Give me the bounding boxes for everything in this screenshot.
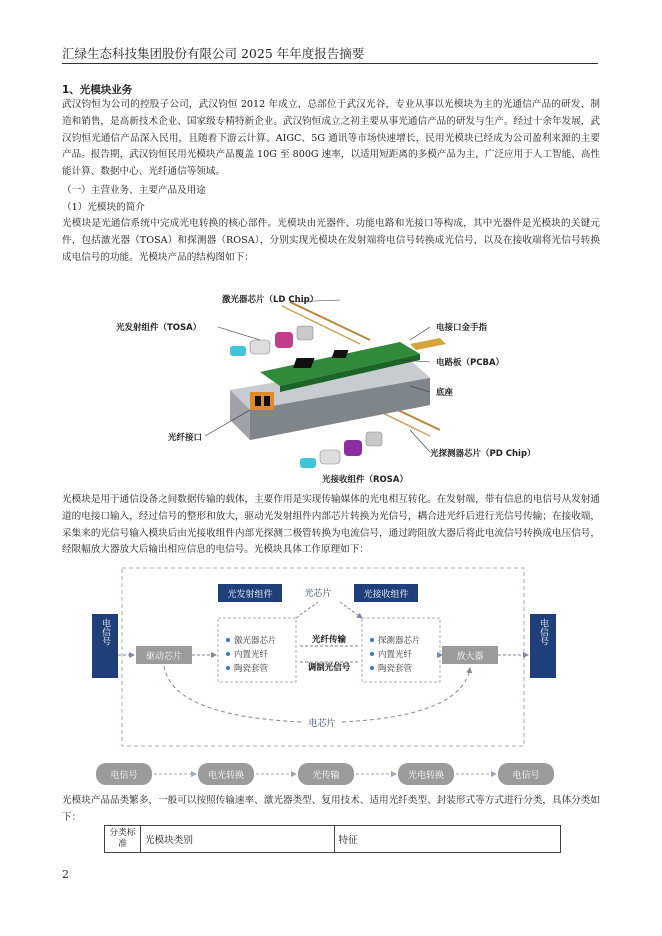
tx-component-title: 光发射组件	[227, 590, 273, 600]
amplifier: 放大器	[456, 652, 484, 662]
flow-step: 电光转换	[207, 771, 245, 781]
flow-step: 电信号	[110, 771, 138, 781]
right-electric-signal: 电信号	[538, 618, 548, 646]
tx-item: 陶瓷套管	[234, 664, 269, 674]
rx-item: 探测器芯片	[378, 636, 421, 646]
label-pd-chip: 光探测器芯片（PD Chip）	[430, 449, 536, 459]
label-gold-finger: 电接口金手指	[436, 323, 488, 333]
signal-flow	[96, 763, 556, 785]
header-module-type: 光模块类别	[140, 826, 334, 853]
label-ld-chip: 激光器芯片（LD Chip）	[222, 295, 319, 305]
structure-paragraph: 光模块是光通信系统中完成光电转换的核心部件。光模块由光器件、功能电路和光接口等构成，其中光器件是光模块的关键元件，包括激光器（TOSA）和探测器（ROSA），分别实现光模块在发射端将电信号转换成光信号，以及在接收端将光信号转换成电信号的功能。光模块产品的结构图如下：	[62, 218, 600, 263]
classification-table	[104, 825, 561, 853]
flow-step: 光电转换	[407, 771, 445, 781]
flow-step: 光传输	[312, 771, 340, 781]
tx-item: 内置光纤	[234, 650, 269, 660]
section-title: 1、光模块业务	[62, 84, 133, 96]
header-category-standard: 分类标准	[105, 826, 141, 853]
subheading-main-business: （一）主营业务、主要产品及用途	[62, 185, 206, 196]
principle-paragraph: 光模块是用于通信设备之间数据传输的载体，主要作用是实现传输媒体的光电相互转化。在发射端，带有信息的电信号从发射通道的电接口输入，经过信号的整形和放大，驱动光发射组件内部芯片转换为光信号，耦合进光纤后进行光信号传输；在接收端，采集来的光信号输入模块后由光接收组件内部光探测二极管转换为电流信号，通过跨阻放大器后将此电流信号转换成电压信号，经限幅放大器放大后输出相应信息的电信号。光模块具体工作原理如下：	[62, 494, 600, 556]
intro-paragraph: 武汉钧恒为公司的控股子公司，武汉钧恒 2012 年成立，总部位于武汉光谷，专业从事以光模块为主的光通信产品的研发、制造和销售，是高新技术企业、国家级专精特新企业。武汉钧恒成立之初主要从事光通信产品的研发与生产。经过十余年发展，武汉钧恒光通信产品深入民用，且随着下游云计算、AIGC、5G 通讯等市场快速增长，民用光模块已经成为公司盈利来源的主要产品。报告期，武汉钧恒民用光模块产品覆盖 10G 至 800G 速率，以适用短距离的多模产品为主，广泛应用于人工智能、高性能计算、数据中心、光纤通信等领域。	[62, 99, 600, 178]
header-rule	[62, 63, 598, 64]
label-tosa: 光发射组件（TOSA）	[116, 323, 202, 333]
label-rosa: 光接收组件（ROSA）	[322, 475, 408, 485]
tx-item: 激光器芯片	[234, 636, 277, 646]
page-header: 汇绿生态科技集团股份有限公司 2025 年年度报告摘要	[62, 46, 365, 61]
table-header-row	[105, 826, 561, 853]
fiber-transmission-label: 光纤传输	[311, 635, 347, 645]
flow-step: 电信号	[512, 771, 540, 781]
rx-component-title: 光接收组件	[363, 590, 409, 600]
label-fiber-port: 光纤接口	[168, 433, 203, 443]
subheading-module-intro: （1）光模块的简介	[62, 202, 145, 213]
working-principle-diagram	[92, 566, 570, 788]
classification-paragraph: 光模块产品品类繁多，一般可以按照传输速率、激光器类型、复用技术、适用光纤类型、封装形式等方式进行分类，具体分类如下：	[62, 795, 600, 823]
modulation-label: 调制光信号	[307, 663, 351, 673]
label-pcba: 电路板（PCBA）	[436, 358, 505, 368]
header-features: 特征	[334, 826, 560, 853]
electrical-chip-label: 电芯片	[308, 719, 336, 729]
rx-item: 陶瓷套管	[378, 664, 413, 674]
label-base: 底座	[436, 388, 454, 398]
page-number: 2	[62, 868, 69, 881]
module-structure-figure	[110, 280, 550, 485]
left-electric-signal: 电信号	[100, 618, 110, 646]
driver-chip: 驱动芯片	[145, 652, 183, 662]
optical-chip-label: 光芯片	[304, 589, 332, 599]
rx-item: 内置光纤	[378, 650, 413, 660]
